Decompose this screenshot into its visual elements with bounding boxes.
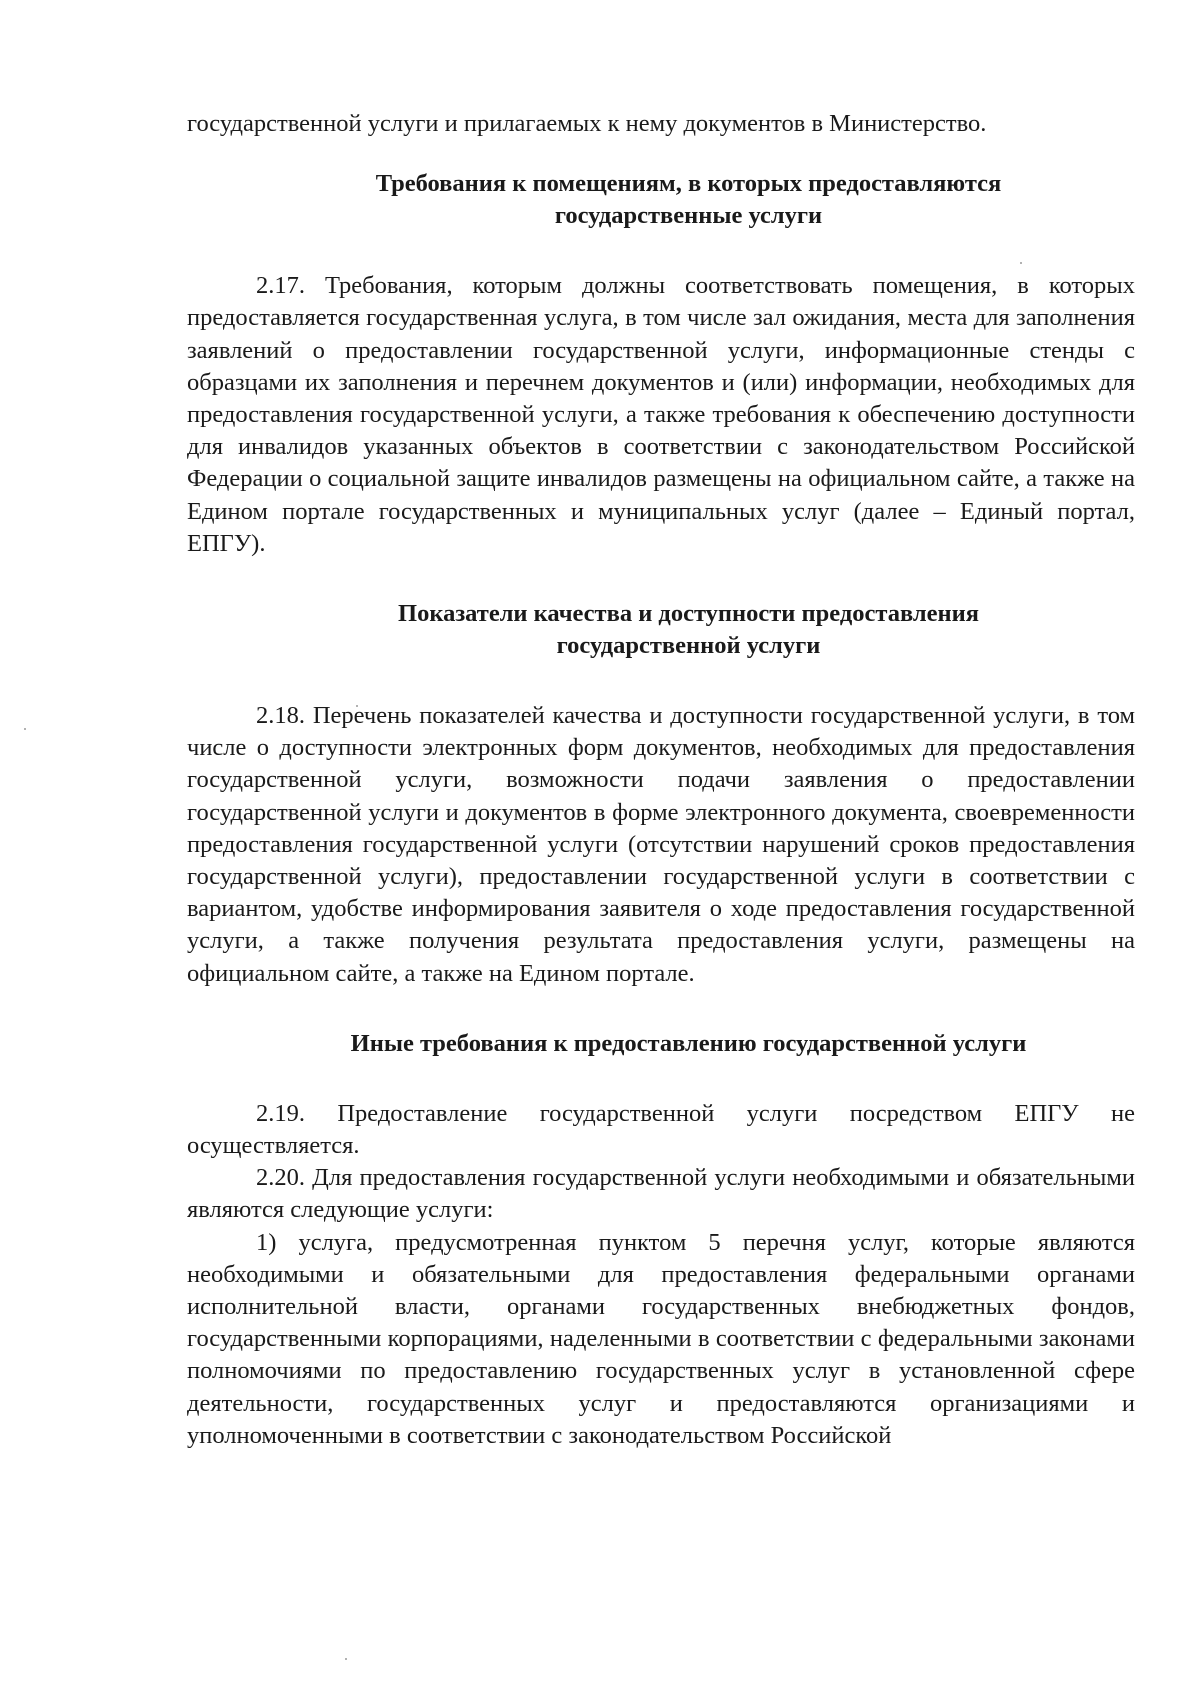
heading-line: Показатели качества и доступности предоставления — [398, 600, 979, 628]
paragraph-2-18: 2.18. Перечень показателей качества и доступности государственной услуги, в том числе о доступности электронных форм документов, необходимых для предоставления государственной услуги, возможности подачи заявления о предоставлении государственной услуги и документов в форме электронного документа, своевременности предоставления государственной услуги (отсутствии нарушений сроков предоставления государственной услуги), предоставлении государственной услуги в соответствии с вариантом, удобстве информирования заявителя о ходе предоставления государственной услуги, а также получения результата предоставления услуги, размещены на официальном сайте, а также на Едином портале. — [187, 702, 1135, 987]
section-heading-quality-indicators — [187, 598, 1135, 662]
section-heading-premises — [187, 168, 1135, 232]
paragraph-2-17: 2.17. Требования, которым должны соответствовать помещения, в которых предоставляется государственная услуга, в том числе зал ожидания, места для заполнения заявлений о предоставлении государственной услуги, информационные стенды с образцами их заполнения и перечнем документов и (или) информации, необходимых для предоставления государственной услуги, а также требования к обеспечению доступности для инвалидов указанных объектов в соответствии с законодательством Российской Федерации о социальной защите инвалидов размещены на официальном сайте, а также на Едином портале государственных и муниципальных услуг (далее – Единый портал, ЕПГУ). — [187, 272, 1135, 557]
heading-line: государственные услуги — [554, 202, 823, 230]
spacer — [187, 990, 1135, 1028]
section-heading-other-requirements: Иные требования к предоставлению государственной услуги — [350, 1029, 1027, 1057]
spacer — [187, 232, 1135, 270]
heading-line: государственной услуги — [556, 632, 821, 660]
list-item-1: 1) услуга, предусмотренная пунктом 5 перечня услуг, которые являются необходимыми и обязательными для предоставления федеральными органами исполнительной власти, органами государственных внебюджетных фондов, государственными корпорациями, наделенными в соответствии с федеральными законами полномочиями по предоставлению государственных услуг в установленной сфере деятельности, государственных услуг и предоставляются организациями и уполномоченными в соответствии с законодательством Российской — [187, 1228, 1135, 1449]
spacer — [187, 662, 1135, 700]
spacer — [187, 1060, 1135, 1098]
document-body — [187, 108, 1135, 1452]
paragraph-2-19: 2.19. Предоставление государственной услуги посредством ЕПГУ не осуществляется. — [187, 1099, 1135, 1160]
paragraph-2-20: 2.20. Для предоставления государственной услуги необходимыми и обязательными являются следующие услуги: — [187, 1164, 1135, 1224]
spacer — [187, 560, 1135, 598]
scan-speck — [24, 728, 26, 730]
scan-speck — [345, 1658, 347, 1660]
heading-line: Требования к помещениям, в которых предоставляются — [375, 170, 1002, 198]
continuation-line: государственной услуги и прилагаемых к нему документов в Министерство. — [187, 110, 987, 137]
